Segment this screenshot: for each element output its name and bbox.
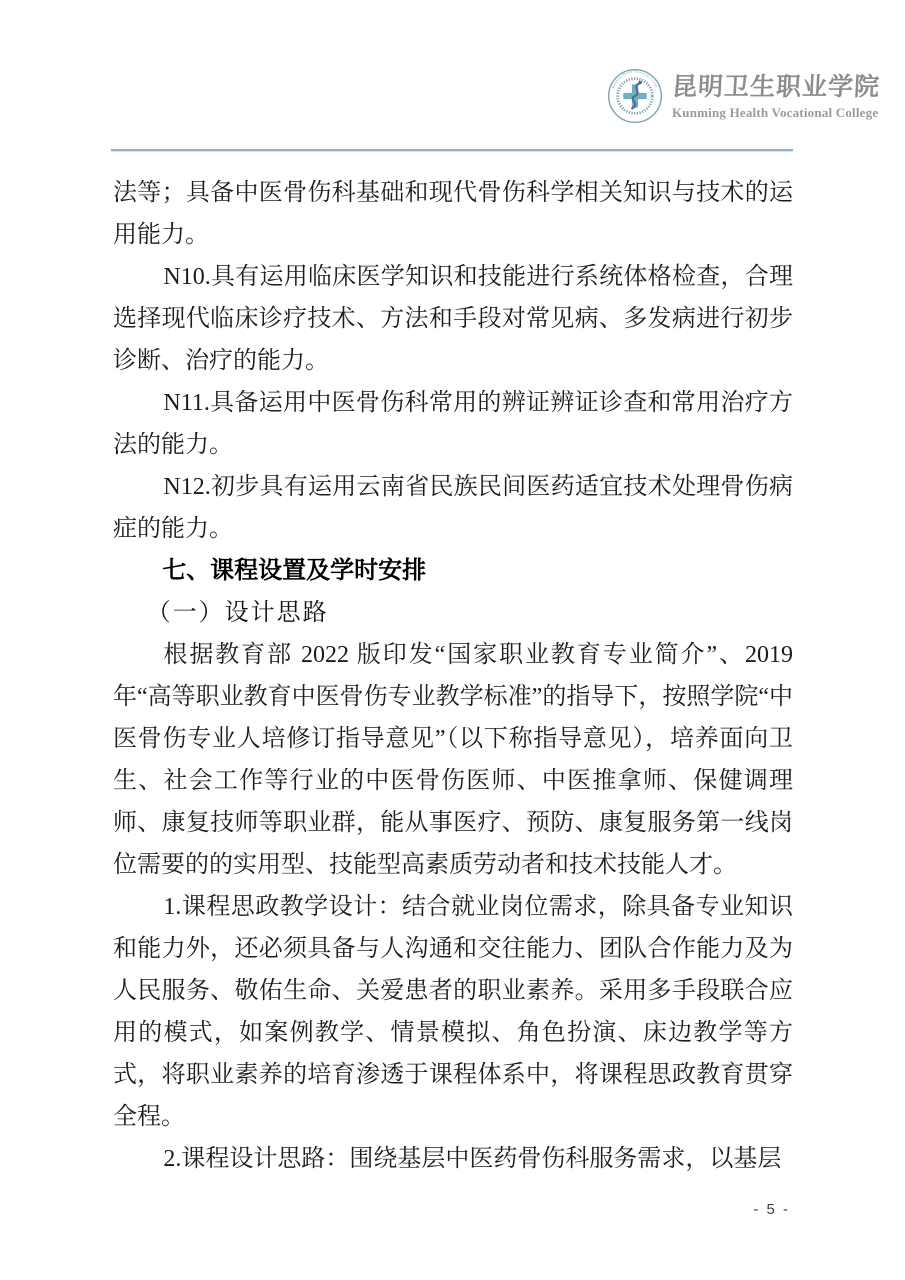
college-seal-logo <box>607 68 663 124</box>
paragraph-n10: N10.具有运用临床医学知识和技能进行系统体格检查，合理选择现代临床诊疗技术、方法和手段对常见病、多发病进行初步诊断、治疗的能力。 <box>113 264 793 374</box>
paragraph-ideology-teaching-design: 1.课程思政教学设计：结合就业岗位需求，除具备专业知识和能力外，还必须具备与人沟通和交往能力、团队合作能力及为人民服务、敬佑生命、关爱患者的职业素养。采用多手段联合应用的模式，如案例教学、情景模拟、角色扮演、床边教学等方式，将职业素养的培育渗透于课程体系中，将课程思政教育贯穿全程。 <box>113 894 793 1130</box>
college-logo-row <box>0 0 905 124</box>
paragraph-course-design-approach: 2.课程设计思路：围绕基层中医药骨伤科服务需求，以基层 <box>163 1146 782 1172</box>
header-divider-line <box>111 149 793 151</box>
paragraph-design-overview: 根据教育部 2022 版印发“国家职业教育专业简介”、2019 年“高等职业教育中医骨伤专业教学标准”的指导下，按照学院“中医骨伤专业人培修订指导意见”（以下称指导意见），培养面向卫生、社会工作等行业的中医骨伤医师、中医推拿师、保健调理师、康复技师等职业群，能从事医疗、预防、康复服务第一线岗位需要的的实用型、技能型高素质劳动者和技术技能人才。 <box>113 642 793 878</box>
subsection-heading-design-approach: （一）设计思路 <box>146 600 329 626</box>
college-name-block <box>672 72 880 121</box>
paragraph-n11: N11.具备运用中医骨伤科常用的辨证辨证诊查和常用治疗方法的能力。 <box>113 390 793 458</box>
college-name-english: Kunming Health Vocational College <box>671 104 879 120</box>
document-body <box>113 172 793 1180</box>
page-header <box>0 0 905 151</box>
section-heading-course-setup: 七、课程设置及学时安排 <box>162 557 427 584</box>
paragraph-continuation: 法等；具备中医骨伤科基础和现代骨伤科学相关知识与技术的运用能力。 <box>113 180 793 248</box>
college-seal-icon <box>607 68 663 124</box>
seal-arc-text: Kunming Health Vocational College <box>611 69 659 89</box>
paragraph-n12: N12.初步具有运用云南省民族民间医药适宜技术处理骨伤病症的能力。 <box>113 474 793 542</box>
college-name-chinese: 昆明卫生职业学院 <box>671 71 881 101</box>
page-number: - 5 - <box>753 1201 790 1218</box>
